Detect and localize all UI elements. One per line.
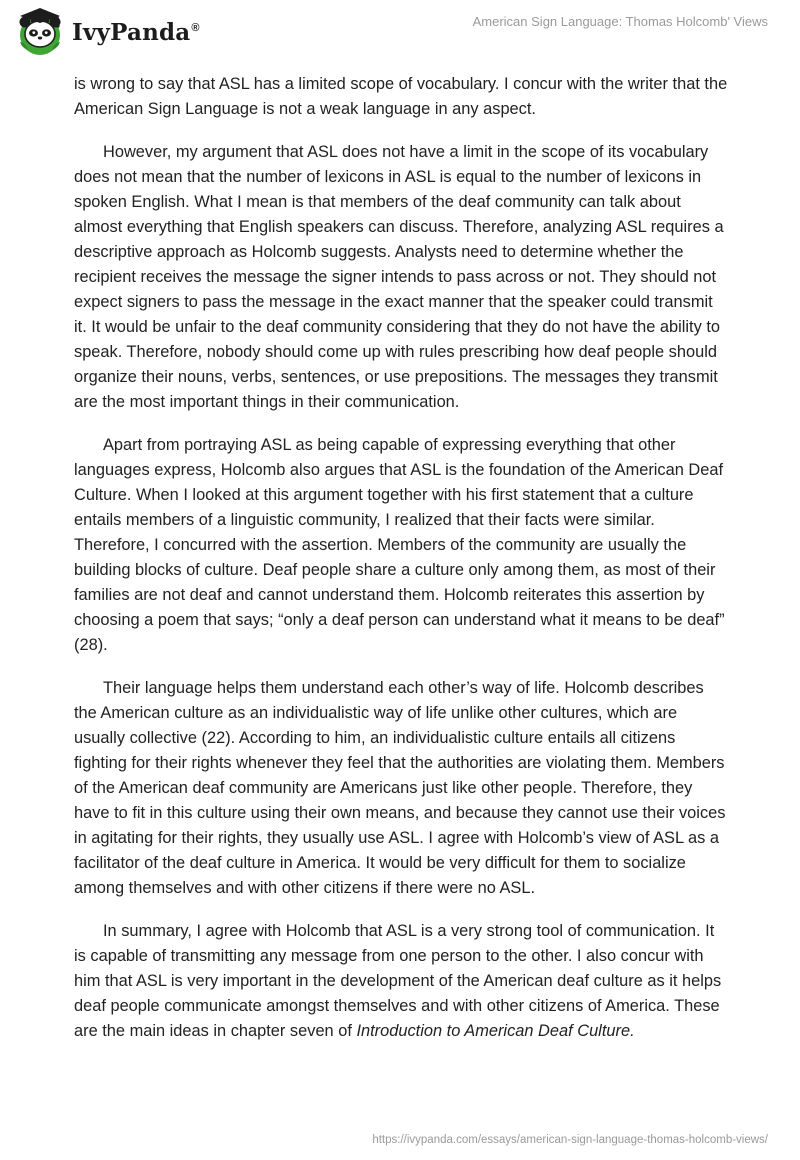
- paragraph-5: [74, 919, 728, 1044]
- panda-graduate-icon: [14, 6, 66, 58]
- source-url[interactable]: https://ivypanda.com/essays/american-sign-language-thomas-holcomb-views/: [372, 1134, 768, 1146]
- paragraph-4: Their language helps them understand each other’s way of life. Holcomb describes the American culture as an individualistic way of life unlike other cultures, which are usually collective (22). According to him, an individualistic culture entails all citizens fighting for their rights whenever they feel that the authorities are violating them. Members of the American deaf community are Americans just like other people. Therefore, they have to fit in this culture using their own means, and because they cannot use their voices in agitating for their rights, they usually use ASL. I agree with Holcomb’s view of ASL as a facilitator of the deaf culture in America. It would be very difficult for them to socialize among themselves and with other citizens if there were no ASL.: [74, 679, 726, 897]
- logo-wordmark: IvyPanda: [72, 18, 191, 46]
- paragraph-1: is wrong to say that ASL has a limited scope of vocabulary. I concur with the writer that the American Sign Language is not a weak language in any aspect.: [74, 75, 728, 118]
- paragraph-3: Apart from portraying ASL as being capable of expressing everything that other languages express, Holcomb also argues that ASL is the foundation of the American Deaf Culture. When I looked at this argument together with his first statement that a culture entails members of a linguistic community, I realized that their facts were similar. Therefore, I concurred with the assertion. Members of the community are usually the building blocks of culture. Deaf people share a culture only among them, as most of their families are not deaf and cannot understand them. Holcomb reiterates this assertion by choosing a poem that says; “only a deaf person can understand what it means to be deaf” (28).: [74, 436, 725, 654]
- essay-body: [74, 72, 728, 1062]
- logo-text: [72, 19, 200, 46]
- document-title: American Sign Language: Thomas Holcomb' Views: [472, 14, 768, 29]
- registered-mark: ®: [191, 21, 200, 34]
- book-title: Introduction to American Deaf Culture.: [356, 1022, 635, 1040]
- page-header: [0, 0, 800, 64]
- paragraph-2: However, my argument that ASL does not have a limit in the scope of its vocabulary does not mean that the number of lexicons in ASL is equal to the number of lexicons in spoken English. What I mean is that members of the deaf community can talk about almost everything that English speakers can discuss. Therefore, analyzing ASL requires a descriptive approach as Holcomb suggests. Analysts need to determine whether the recipient receives the message the signer intends to pass across or not. They should not expect signers to pass the message in the exact manner that the speaker could transmit it. It would be unfair to the deaf community considering that they do not have the ability to speak. Therefore, nobody should come up with rules prescribing how deaf people should organize their nouns, verbs, sentences, or use prepositions. The messages they transmit are the most important things in their communication.: [74, 143, 724, 411]
- ivypanda-logo[interactable]: [14, 6, 200, 58]
- paragraph-5-text: In summary, I agree with Holcomb that ASL is a very strong tool of communication. It is capable of transmitting any message from one person to the other. I also concur with him that ASL is very important in the development of the American deaf culture as it helps deaf people communicate amongst themselves and with other citizens of America. These are the main ideas in chapter seven of: [74, 922, 722, 1040]
